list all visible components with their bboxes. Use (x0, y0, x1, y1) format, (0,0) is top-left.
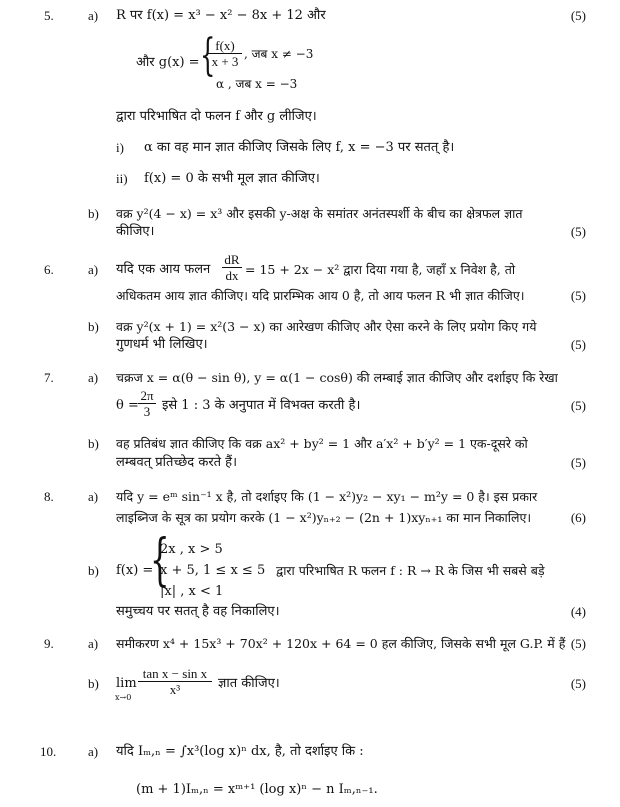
question-number: 8. (44, 489, 54, 504)
marks: (5) (570, 676, 586, 691)
marks: (4) (570, 604, 586, 619)
part-label: b) (88, 676, 99, 691)
f-case2-post: द्वारा परिभाषित R फलन f : R → R के जिस भी सबसे बड़े (276, 563, 545, 578)
lim-subscript: x→0 (115, 693, 132, 702)
marks: (5) (570, 8, 586, 23)
brace-icon: { (200, 30, 216, 81)
part-label: a) (88, 744, 99, 759)
frac-num: 2π (140, 388, 154, 403)
q7a-post: इसे 1 : 3 के अनुपात में विभक्त करती है। (162, 398, 361, 413)
part-label: b) (88, 436, 99, 451)
f-case2: x + 5, 1 ≤ x ≤ 5 (160, 563, 266, 578)
q7b-line2: लम्बवत् प्रतिच्छेद करते हैं। (116, 455, 238, 470)
q7a-pre: θ = (116, 398, 139, 413)
q6a-pre: यदि एक आय फलन (116, 262, 211, 277)
question-number: 10. (40, 744, 57, 759)
q10a-line2: (m + 1)Iₘ,ₙ = xᵐ⁺¹ (log x)ⁿ − n Iₘ,ₙ₋₁. (136, 782, 378, 797)
q6b-line1: वक्र y²(x + 1) = x²(3 − x) का आरेखण कीजिए और ऐसा करने के लिए प्रयोग किए गये (116, 319, 537, 334)
q9b-post: ज्ञात कीजिए। (218, 676, 280, 691)
q7a-line1: चक्रज x = α(θ − sin θ), y = α(1 − cosθ) की लम्बाई ज्ञात कीजिए और दर्शाइए कि रेखा (116, 370, 558, 385)
q5a-i-text: α का वह मान ज्ञात कीजिए जिसके लिए f, x = −3 पर सतत् है। (144, 140, 455, 155)
q6a-line2: अधिकतम आय ज्ञात कीजिए। यदि प्रारम्भिक आय 0 है, तो आय फलन R भी ज्ञात कीजिए। (116, 288, 525, 303)
frac-den: x + 3 (208, 53, 242, 69)
question-number: 7. (44, 370, 54, 385)
q8b-last: समुच्चय पर सतत् है वह निकालिए। (116, 604, 280, 619)
brace-icon: { (150, 528, 170, 593)
f-prefix: f(x) = (116, 563, 154, 578)
dr-dx-fraction (222, 252, 242, 283)
q7b-line1: वह प्रतिबंध ज्ञात कीजिए कि वक्र ax² + by² = 1 और a′x² + b′y² = 1 एक-दूसरे को (116, 436, 528, 451)
question-number: 9. (44, 636, 54, 651)
q5a-line3: द्वारा परिभाषित दो फलन f और g लीजिए। (116, 109, 317, 124)
q8a-line1: यदि y = eᵐ sin⁻¹ x है, तो दर्शाइए कि (1 − x²)y₂ − xy₁ − m²y = 0 है। इस प्रकार (116, 489, 538, 504)
marks: (5) (570, 288, 586, 303)
q5a-line1: R पर f(x) = x³ − x² − 8x + 12 और (116, 8, 326, 23)
f-case1: 2x , x > 5 (160, 542, 223, 557)
q5b-line2: कीजिए। (116, 224, 155, 239)
q10a-line1: यदि Iₘ,ₙ = ∫x³(log x)ⁿ dx, है, तो दर्शाइए कि : (116, 744, 364, 759)
q9a-line1: समीकरण x⁴ + 15x³ + 70x² + 120x + 64 = 0 हल कीजिए, जिसके सभी मूल G.P. में हैं (116, 636, 566, 651)
part-label: a) (88, 636, 99, 651)
q6b-line2: गुणधर्म भी लिखिए। (116, 337, 208, 352)
g-case1-cond: , जब x ≠ −3 (244, 47, 314, 61)
lim-symbol: lim (116, 676, 137, 691)
frac-den: 3 (138, 403, 156, 419)
q5a-ii-text: f(x) = 0 के सभी मूल ज्ञात कीजिए। (144, 171, 320, 186)
question-number: 6. (44, 262, 54, 277)
frac-num: tan x − sin x (142, 666, 208, 681)
part-label: b) (88, 206, 99, 221)
g-prefix: और g(x) = (136, 55, 200, 70)
part-label: b) (88, 319, 99, 334)
subpart-label: ii) (116, 171, 128, 186)
lim-fraction (138, 666, 212, 697)
part-label: a) (88, 370, 99, 385)
frac-num: f(x) (215, 38, 235, 53)
part-label: b) (88, 563, 99, 578)
marks: (5) (570, 455, 586, 470)
q5b-line1: वक्र y²(4 − x) = x³ और इसकी y-अक्ष के समांतर अनंतस्पर्शी के बीच का क्षेत्रफल ज्ञात (116, 206, 523, 221)
subpart-label: i) (116, 140, 124, 155)
marks: (5) (570, 224, 586, 239)
q6a-post: = 15 + 2x − x² द्वारा दिया गया है, जहाँ x निवेश है, तो (245, 262, 516, 277)
marks: (6) (570, 510, 586, 525)
frac-den: dx (222, 267, 242, 283)
part-label: a) (88, 262, 99, 277)
question-number: 5. (44, 8, 54, 23)
f-case3: |x| , x < 1 (160, 584, 224, 599)
part-label: a) (88, 489, 99, 504)
g-case2: α , जब x = −3 (216, 77, 298, 91)
q8a-line2: लाइब्निज के सूत्र का प्रयोग करके (1 − x²)yₙ₊₂ − (2n + 1)xyₙ₊₁ का मान निकालिए। (116, 510, 532, 525)
marks: (5) (570, 337, 586, 352)
frac-den: x³ (138, 681, 212, 697)
marks: (5) (570, 636, 586, 651)
two-pi-fraction (138, 388, 156, 419)
part-label: a) (88, 8, 99, 23)
frac-num: dR (224, 252, 240, 267)
marks: (5) (570, 398, 586, 413)
g-case1-fraction (208, 38, 242, 69)
